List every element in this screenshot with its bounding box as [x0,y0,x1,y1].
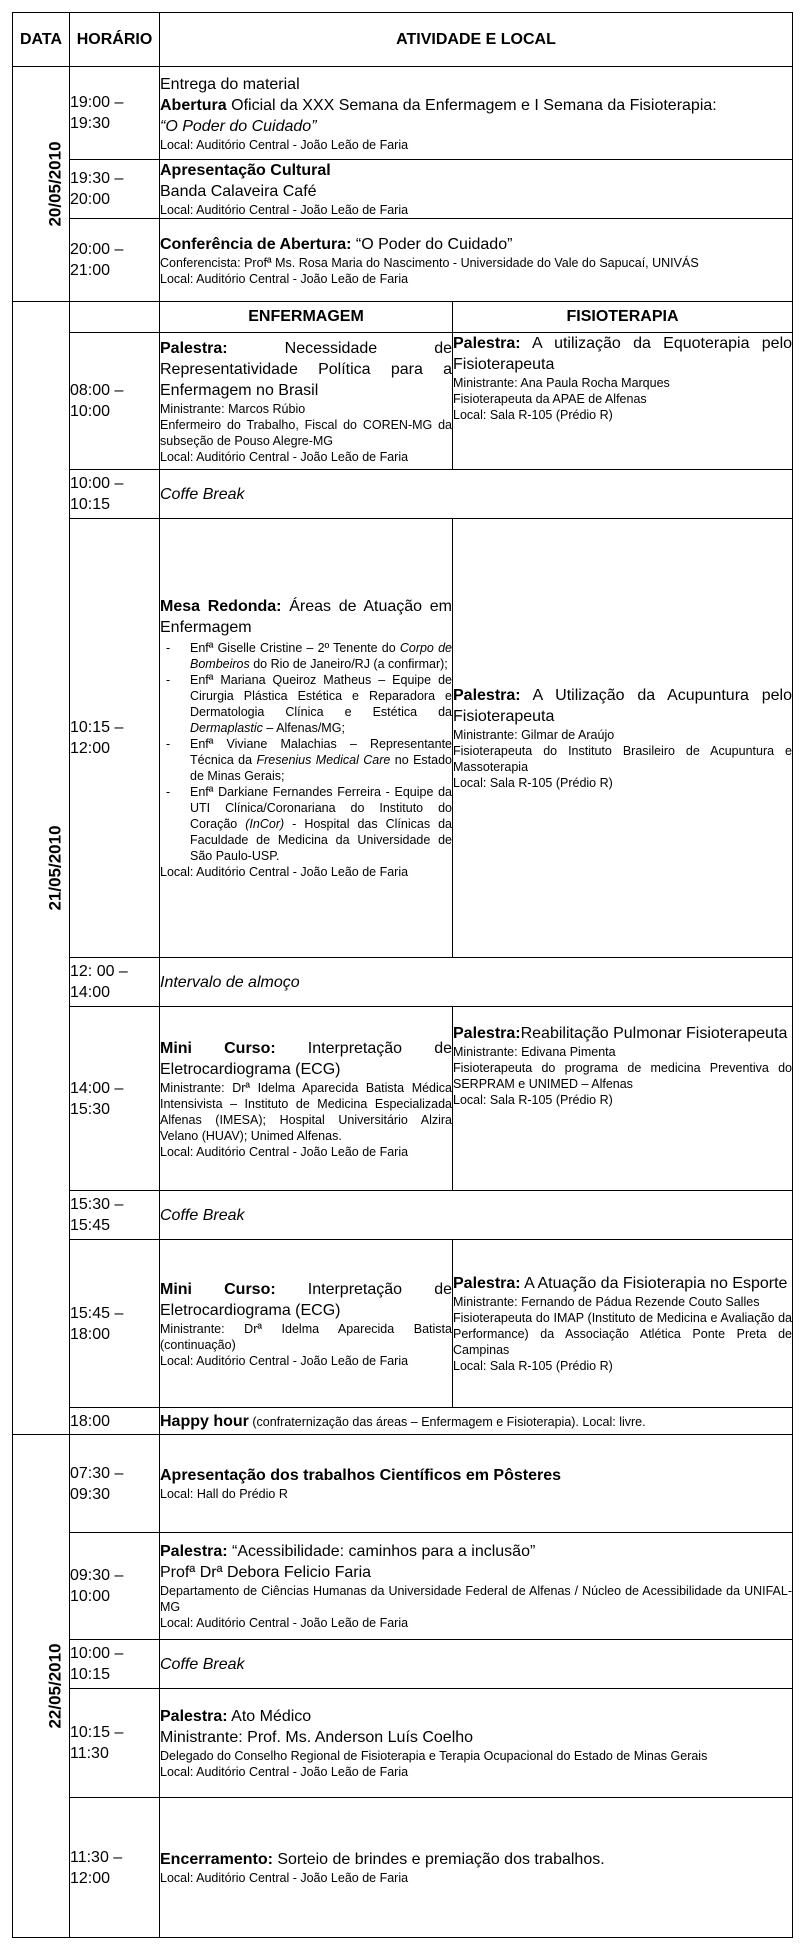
table-row [13,1007,793,1191]
activity-detail: Fisioterapeuta do programa de medicina Preventiva do SERPRAM e UNIMED – Alfenas [453,1061,793,1091]
activity-text: Reabilitação Pulmonar Fisioterapeuta [520,1025,788,1042]
date-cell [13,67,70,302]
activity-cell [160,160,793,219]
table-row [13,333,793,470]
fisioterapia-cell [453,519,793,958]
table-row [13,1435,793,1533]
table-row [13,1640,793,1689]
header-date: DATA [13,13,70,67]
enfermagem-cell [160,519,453,958]
activity-cell [160,67,793,160]
blank-time-cell [70,302,160,333]
table-row [13,160,793,219]
enfermagem-cell [160,1240,453,1408]
activity-title: Abertura [160,96,227,114]
activity-local: Local: Auditório Central - João Leão de Faria [160,1871,409,1885]
break-cell: Coffe Break [160,470,793,519]
activity-line: Entrega do material [160,75,300,93]
activity-title: Palestra: [453,1025,521,1042]
activity-local: Local: Auditório Central - João Leão de Faria [160,1765,409,1779]
activity-detail: Fisioterapeuta do IMAP (Instituto de Medicina e Avaliação da Performance) da Associação Atlética Ponte Preta de Campinas [453,1311,793,1357]
list-item: - Enfª Mariana Queiroz Matheus – Equipe de Cirurgia Plástica Estética e Reparadora e Dermatologia Clínica e Estética da Dermaplastic – Alfenas/MG; [190,672,452,736]
enfermagem-cell [160,1007,453,1191]
table-row [13,958,793,1007]
date-label: 20/05/2010 [45,141,65,227]
activity-speaker: Profª Drª Debora Felicio Faria [160,1564,372,1581]
activity-speaker: Conferencista: Profª Ms. Rosa Maria do Nascimento - Universidade do Vale do Sapucaí, UNIVÁS [160,255,699,270]
time-cell: 08:00 – 10:00 [70,333,160,470]
table-row [13,219,793,302]
activity-detail: Fisioterapeuta da APAE de Alfenas [453,392,647,406]
activity-cell [160,1689,793,1798]
activity-local: Local: Auditório Central - João Leão de Faria [160,271,409,286]
activity-text: A utilização da Equoterapia pelo Fisioterapeuta [453,335,793,373]
activity-title: Palestra: [160,339,228,357]
activity-text: “O Poder do Cuidado” [351,235,513,253]
header-activity: ATIVIDADE E LOCAL [160,13,793,67]
activity-speaker: Ministrante: Drª Idelma Aparecida Batista Médica Intensivista – Instituto de Medicina Especializada Alfenas (IMESA); Hospital Universitário Alzira Velano (HUAV); Unimed Alfenas. [160,1080,452,1143]
panelist-list [160,640,452,864]
activity-title: Mesa Redonda: [160,598,282,615]
activity-text: A Utilização da Acupuntura pelo Fisioterapeuta [453,687,793,725]
table-row [13,1408,793,1435]
time-cell: 19:30 – 20:00 [70,160,160,219]
activity-text: Interpretação de Eletrocardiograma (ECG) [160,1280,452,1319]
list-item: - Enfª Darkiane Fernandes Ferreira - Equipe da UTI Clínica/Coronariana do Instituto do Coração (InCor) - Hospital das Clínicas da Faculdade de Medicina da Universidade de São Paulo-USP. [190,784,452,864]
time-cell: 10:00 – 10:15 [70,1640,160,1689]
activity-text: (confraternização das áreas – Enfermagem e Fisioterapia). Local: livre. [248,1414,646,1429]
time-cell: 18:00 [70,1408,160,1435]
time-cell: 19:00 – 19:30 [70,67,160,160]
time-cell: 15:30 – 15:45 [70,1191,160,1240]
date-cell [13,302,70,1435]
table-row [13,67,793,160]
activity-local: Local: Auditório Central - João Leão de Faria [160,449,409,464]
activity-text: Sorteio de brindes e premiação dos trabalhos. [272,1851,605,1868]
fisioterapia-cell [453,333,793,470]
break-cell: Coffe Break [160,1640,793,1689]
activity-local: Local: Auditório Central - João Leão de Faria [160,203,409,217]
activity-cell [160,1435,793,1533]
subheader-enfermagem: ENFERMAGEM [160,302,453,333]
activity-title: Palestra: [160,1708,228,1725]
break-cell: Coffe Break [160,1191,793,1240]
activity-speaker: Ministrante: Ana Paula Rocha Marques [453,376,670,390]
list-item: - Enfª Viviane Malachias – Representante Técnica da Fresenius Medical Care no Estado de Minas Gerais; [190,736,452,784]
activity-cell [160,1408,793,1435]
activity-speaker: Ministrante: Fernando de Pádua Rezende Couto Salles [453,1295,760,1309]
activity-title: Apresentação Cultural [160,162,331,179]
header-row [13,13,793,67]
activity-speaker: Ministrante: Marcos Rúbio [160,401,306,416]
activity-local: Local: Sala R-105 (Prédio R) [453,408,613,422]
activity-title: Encerramento: [160,1851,273,1868]
header-time: HORÁRIO [70,13,160,67]
activity-local: Local: Sala R-105 (Prédio R) [453,776,613,790]
activity-local: Local: Auditório Central - João Leão de Faria [160,137,409,152]
activity-title: Palestra: [453,1275,521,1292]
activity-detail: Enfermeiro do Trabalho, Fiscal do COREN-MG da subseção de Pouso Alegre-MG [160,417,452,448]
fisioterapia-cell [453,1007,793,1191]
activity-speaker: Ministrante: Drª Idelma Aparecida Batista (continuação) [160,1321,452,1352]
break-cell: Intervalo de almoço [160,958,793,1007]
activity-text: Interpretação de Eletrocardiograma (ECG) [160,1039,452,1078]
activity-speaker: Ministrante: Gilmar de Araújo [453,728,615,742]
date-label: 22/05/2010 [45,1643,65,1729]
activity-text: Ato Médico [227,1708,312,1725]
activity-local: Local: Auditório Central - João Leão de Faria [160,1144,409,1159]
table-row [13,519,793,958]
subheader-fisioterapia: FISIOTERAPIA [453,302,793,333]
activity-cell [160,1533,793,1640]
activity-cell [160,219,793,302]
time-cell: 07:30 – 09:30 [70,1435,160,1533]
time-cell: 10:00 – 10:15 [70,470,160,519]
activity-cell [160,1798,793,1938]
activity-line: Banda Calaveira Café [160,183,317,200]
time-cell: 11:30 – 12:00 [70,1798,160,1938]
activity-title: Palestra: [160,1543,228,1560]
activity-detail: Departamento de Ciências Humanas da Universidade Federal de Alfenas / Núcleo de Acessibilidade da UNIFAL-MG [160,1584,793,1614]
table-row [13,470,793,519]
activity-detail: Delegado do Conselho Regional de Fisioterapia e Terapia Ocupacional do Estado de Minas Gerais [160,1749,708,1763]
table-row [13,1533,793,1640]
table-row [13,1191,793,1240]
activity-local: Local: Auditório Central - João Leão de Faria [160,865,409,879]
schedule-table [12,12,793,1938]
fisioterapia-cell [453,1240,793,1408]
activity-local: Local: Auditório Central - João Leão de Faria [160,1616,409,1630]
time-cell: 12: 00 – 14:00 [70,958,160,1007]
time-cell: 09:30 – 10:00 [70,1533,160,1640]
time-cell: 14:00 – 15:30 [70,1007,160,1191]
activity-local: Local: Sala R-105 (Prédio R) [453,1359,613,1373]
activity-text: Áreas de Atuação em Enfermagem [160,598,452,636]
activity-title: Apresentação dos trabalhos Científicos em Pôsteres [160,1467,562,1484]
activity-title: Happy hour [160,1412,249,1430]
activity-speaker: Ministrante: Prof. Ms. Anderson Luís Coelho [160,1729,474,1746]
date-label: 21/05/2010 [45,825,65,911]
table-row [13,1240,793,1408]
activity-quote: “O Poder do Cuidado” [160,117,317,135]
activity-local: Local: Auditório Central - João Leão de Faria [160,1353,409,1368]
activity-detail: Fisioterapeuta do Instituto Brasileiro de Acupuntura e Massoterapia [453,744,793,774]
table-row [13,1798,793,1938]
time-cell: 15:45 – 18:00 [70,1240,160,1408]
activity-text: Oficial da XXX Semana da Enfermagem e I Semana da Fisioterapia: [226,96,717,114]
activity-local: Local: Hall do Prédio R [160,1487,288,1501]
time-cell: 10:15 – 12:00 [70,519,160,958]
activity-title: Palestra: [453,687,521,704]
date-cell [13,1435,70,1938]
activity-text: A Atuação da Fisioterapia no Esporte [520,1275,788,1292]
enfermagem-cell [160,333,453,470]
subheader-row [13,302,793,333]
activity-local: Local: Sala R-105 (Prédio R) [453,1093,613,1107]
list-item: - Enfª Giselle Cristine – 2º Tenente do Corpo de Bombeiros do Rio de Janeiro/RJ (a confirmar); [190,640,452,672]
activity-speaker: Ministrante: Edivana Pimenta [453,1045,616,1059]
activity-title: Conferência de Abertura: [160,235,352,253]
table-row [13,1689,793,1798]
activity-title: Palestra: [453,335,521,352]
time-cell: 20:00 – 21:00 [70,219,160,302]
activity-title: Mini Curso: [160,1039,276,1057]
activity-text: “Acessibilidade: caminhos para a inclusão” [227,1543,536,1560]
activity-text: Necessidade de Representatividade Política para a Enfermagem no Brasil [160,339,452,399]
activity-title: Mini Curso: [160,1280,276,1298]
time-cell: 10:15 – 11:30 [70,1689,160,1798]
